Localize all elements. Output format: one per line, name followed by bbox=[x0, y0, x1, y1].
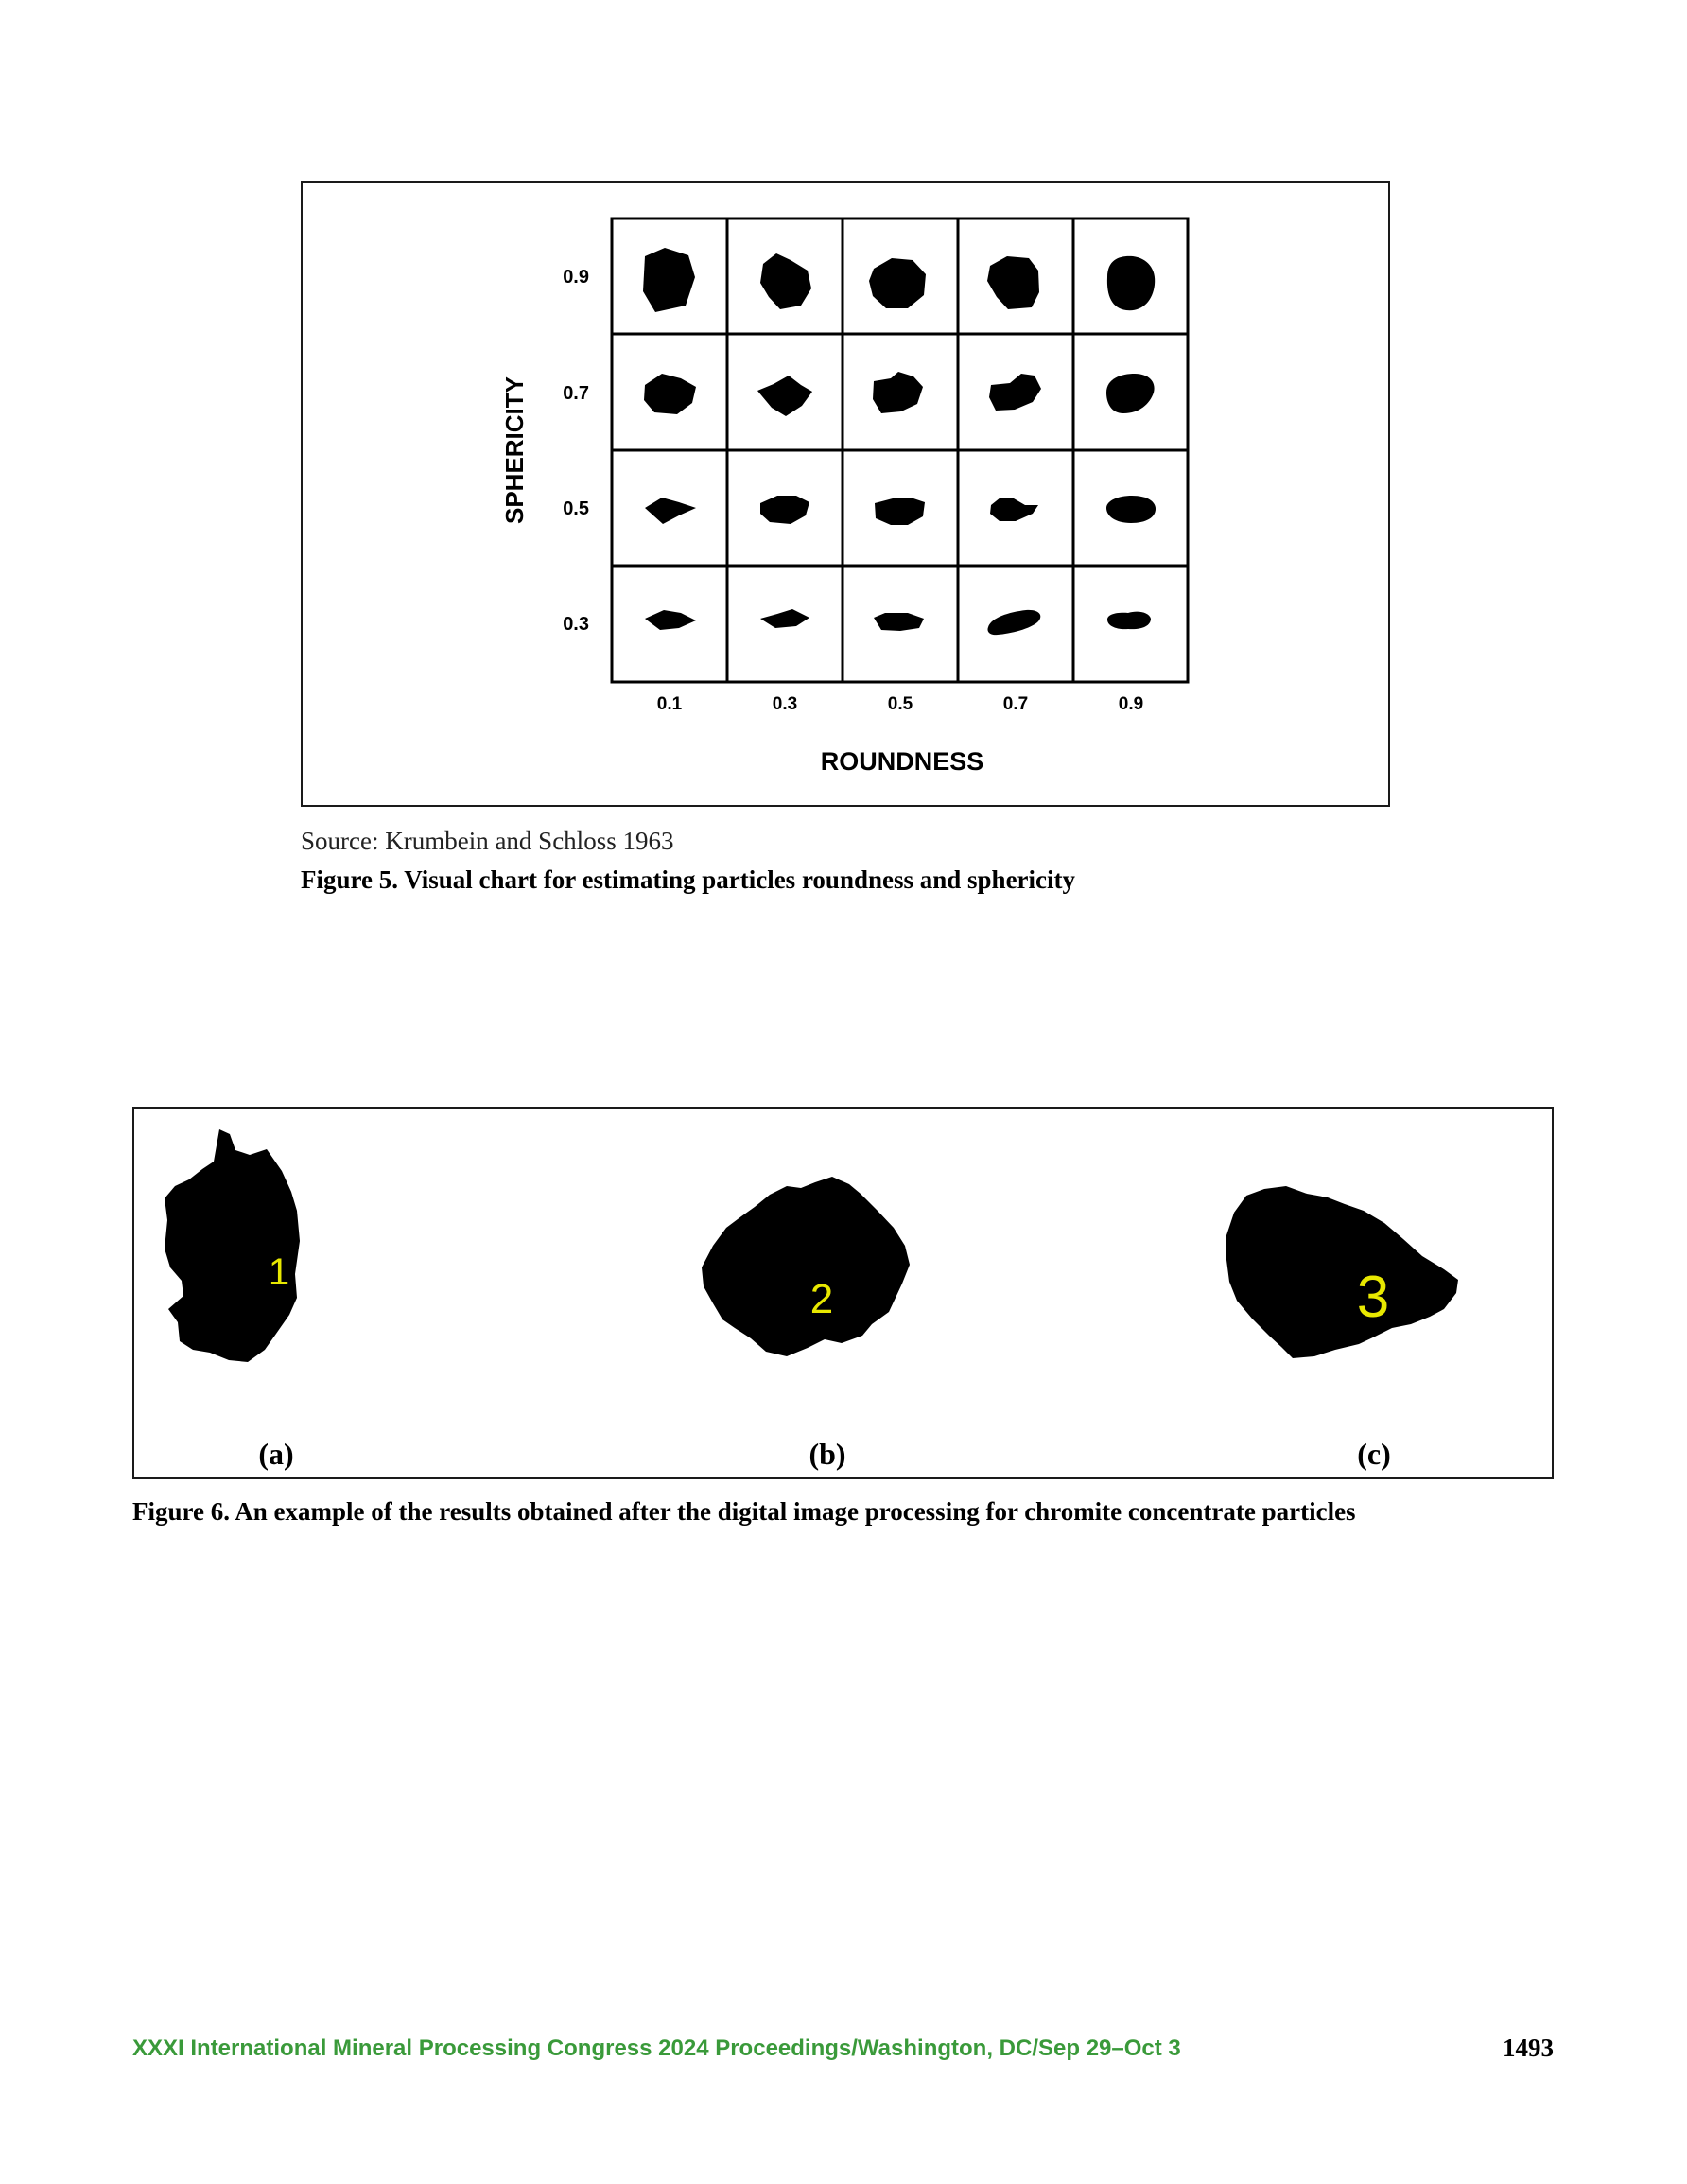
panel-label-b: (b) bbox=[809, 1437, 846, 1471]
particle-shape bbox=[1106, 374, 1155, 413]
y-axis-title: SPHERICITY bbox=[500, 376, 529, 525]
particle-shape bbox=[1106, 496, 1156, 523]
particle-shape bbox=[760, 609, 809, 628]
particle-shape bbox=[645, 610, 696, 630]
particle-shape bbox=[989, 374, 1041, 411]
particle-shape bbox=[874, 613, 924, 631]
particle-number-1: 1 bbox=[268, 1251, 290, 1293]
sphericity-tick: 0.7 bbox=[563, 383, 589, 404]
sphericity-tick: 0.5 bbox=[563, 498, 589, 519]
roundness-tick: 0.7 bbox=[1002, 694, 1029, 714]
figure-5-frame bbox=[301, 181, 1390, 807]
roundness-tick: 0.1 bbox=[656, 694, 683, 714]
particle-shape bbox=[643, 248, 695, 312]
roundness-tick: 0.5 bbox=[887, 694, 913, 714]
particle-shape bbox=[1107, 612, 1151, 630]
particle-shape bbox=[875, 498, 925, 525]
figure-6-frame bbox=[132, 1107, 1554, 1479]
sphericity-tick: 0.3 bbox=[563, 614, 589, 635]
panel-label-a: (a) bbox=[258, 1437, 294, 1471]
particle-shapes bbox=[645, 496, 1156, 525]
figure-6-caption: Figure 6. An example of the results obtained after the digital image processing for chromite concentrate particles bbox=[132, 1497, 1356, 1526]
particle-number-2: 2 bbox=[809, 1276, 834, 1322]
particle-shape bbox=[644, 374, 696, 414]
chromite-particle-images bbox=[134, 1109, 1552, 1477]
particle-shape bbox=[990, 498, 1038, 521]
page-number: 1493 bbox=[1503, 2034, 1554, 2062]
figure-5-source: Source: Krumbein and Schloss 1963 bbox=[301, 827, 674, 855]
conference-footer: XXXI International Mineral Processing Congress 2024 Proceedings/Washington, DC/Sep 29–Oct 3 bbox=[132, 2035, 1181, 2061]
particle-silhouette-2 bbox=[702, 1177, 910, 1356]
particle-silhouette-1 bbox=[165, 1129, 300, 1362]
particle-shape bbox=[645, 498, 696, 524]
roundness-sphericity-chart bbox=[303, 183, 1388, 805]
particle-shape bbox=[757, 376, 812, 416]
figure-5-caption: Figure 5. Visual chart for estimating particles roundness and sphericity bbox=[301, 865, 1076, 894]
particle-shapes bbox=[645, 609, 1151, 635]
particle-silhouette-3 bbox=[1226, 1186, 1458, 1358]
x-axis-title: ROUNDNESS bbox=[820, 747, 984, 776]
particle-shapes bbox=[644, 372, 1155, 416]
particle-shape bbox=[873, 372, 923, 413]
particle-shape bbox=[869, 258, 926, 308]
particle-shapes bbox=[643, 248, 1155, 312]
particle-shape bbox=[1107, 256, 1155, 310]
particle-shape bbox=[987, 256, 1039, 309]
particle-shape bbox=[987, 610, 1040, 635]
roundness-tick: 0.3 bbox=[772, 694, 798, 714]
particle-shape bbox=[760, 496, 809, 524]
panel-label-c: (c) bbox=[1357, 1437, 1391, 1471]
sphericity-tick: 0.9 bbox=[563, 267, 589, 288]
particle-number-3: 3 bbox=[1356, 1265, 1390, 1330]
particle-shape bbox=[760, 253, 811, 309]
roundness-tick: 0.9 bbox=[1118, 694, 1144, 714]
